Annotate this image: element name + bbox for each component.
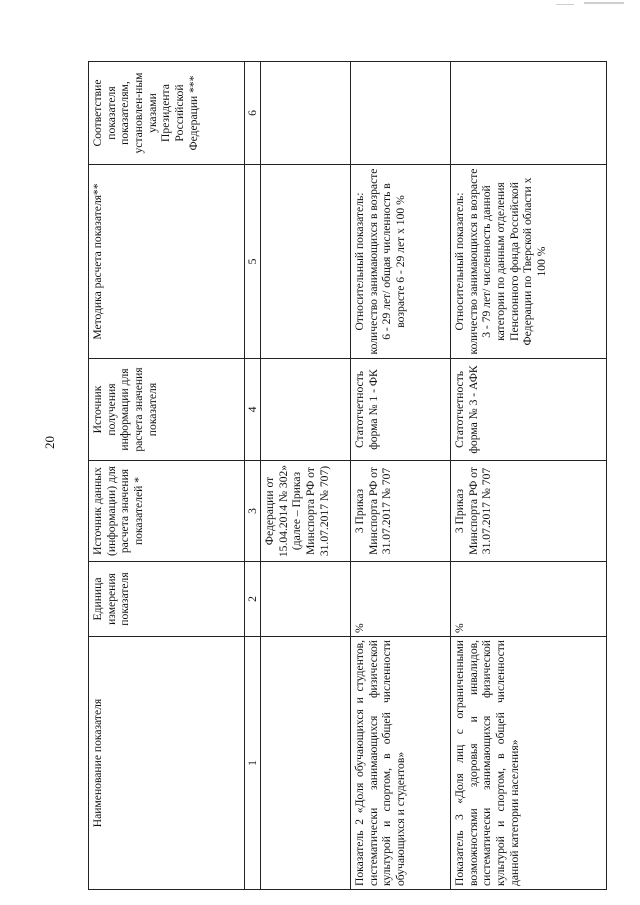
- unit-cell: %: [351, 562, 451, 637]
- table-row: [261, 62, 351, 890]
- compliance-cell: [451, 62, 607, 165]
- info-source-cell: Статотчетность форма № 1 - ФК: [351, 359, 451, 461]
- header-cell: Источник получения информации для расчета значения показателя: [89, 359, 245, 461]
- column-number: 3: [245, 461, 261, 562]
- name-cell: [261, 637, 351, 890]
- indicator-table: [88, 61, 607, 890]
- header-cell: Источник данных (информации) для расчета значения показателей *: [89, 461, 245, 562]
- column-number: 2: [245, 562, 261, 637]
- method-cell: [261, 165, 351, 359]
- method-cell: Относительный показатель: количество занимающихся в возрасте 3 - 79 лет/ численность данной категории по данным отделения Пенсионного фонда Российской Федерации по Тверской области х 100 %: [451, 165, 607, 359]
- scan-mark: [584, 2, 624, 4]
- header-cell: Наименование показателя: [89, 637, 245, 890]
- compliance-cell: [261, 62, 351, 165]
- source-cell: 3 Приказ Минспорта РФ от 31.07.2017 № 707: [451, 461, 607, 562]
- table-row: [451, 62, 607, 890]
- info-source-cell: [261, 359, 351, 461]
- source-cell: Федерации от 15.04.2014 № 302» (далее – Приказ Минспорта РФ от 31.07.2017 № 707): [261, 461, 351, 562]
- header-row: [89, 62, 245, 890]
- info-source-cell: Статотчетность форма № 3 - АФК: [451, 359, 607, 461]
- name-cell: Показатель 2 «Доля обучающихся и студентов, систематически занимающихся физической культурой и спортом, в общей численности обучающихся и студентов»: [351, 637, 451, 890]
- rotated-table-container: [88, 62, 606, 890]
- column-number-row: [245, 62, 261, 890]
- page-number: 20: [42, 436, 57, 449]
- column-number: 4: [245, 359, 261, 461]
- header-cell: Единица измерения показателя: [89, 562, 245, 637]
- header-cell: Методика расчета показателя**: [89, 165, 245, 359]
- column-number: 1: [245, 637, 261, 890]
- scan-mark: [556, 4, 574, 5]
- column-number: 6: [245, 62, 261, 165]
- method-cell: Относительный показатель: количество занимающихся в возрасте 6 - 29 лет/ общая численность в возрасте 6 - 29 лет х 100 %: [351, 165, 451, 359]
- table-row: [351, 62, 451, 890]
- unit-cell: %: [451, 562, 607, 637]
- unit-cell: [261, 562, 351, 637]
- source-cell: 3 Приказ Минспорта РФ от 31.07.2017 № 707: [351, 461, 451, 562]
- name-cell: Показатель 3 «Доля лиц с ограниченными возможностями здоровья и инвалидов, систематически занимающихся физической культурой и спортом, в общей численности данной категории населения»: [451, 637, 607, 890]
- compliance-cell: [351, 62, 451, 165]
- header-cell: Соответствие показателя показателям, установлен-ным указами Президента Российской Федерации ***: [89, 62, 245, 165]
- column-number: 5: [245, 165, 261, 359]
